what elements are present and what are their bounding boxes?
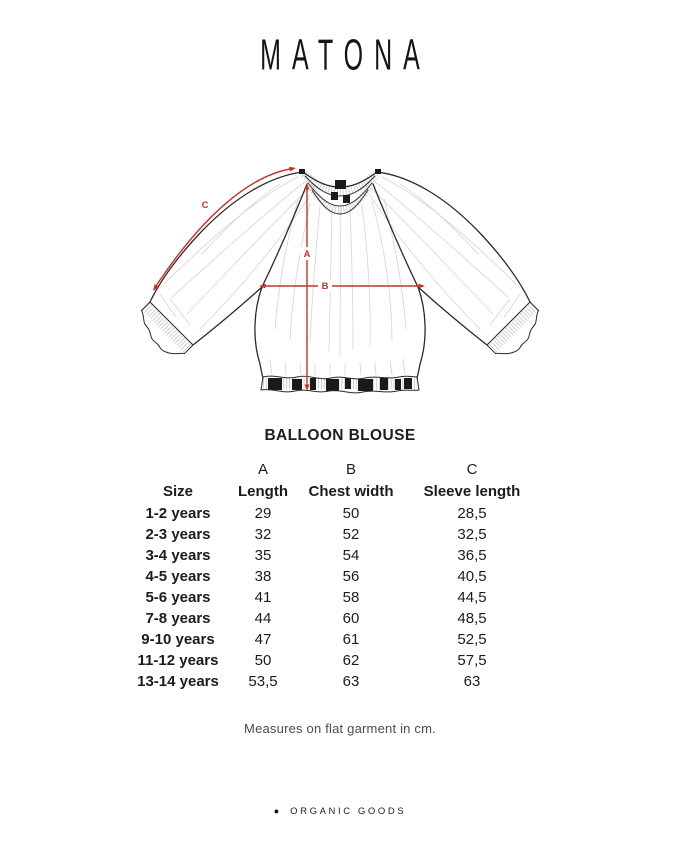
body-gather-lines [275,199,406,355]
right-cuff-ribbing [491,306,534,349]
col-letter-c: C [466,461,478,478]
size-row [118,608,530,629]
length-cell: 50 [254,652,272,669]
sleeve-cell: 57,5 [457,652,487,669]
garment-diagram [140,158,540,410]
hem-gather-ticks [270,359,405,375]
header-row [118,481,530,503]
chest-cell: 61 [342,631,360,648]
length-cell: 35 [254,547,272,564]
size-row [118,587,530,608]
size-cell: 2-3 years [145,526,211,543]
size-cell: 3-4 years [145,547,211,564]
col-header-size: Size [162,483,193,500]
brand-logo-wrap [0,30,680,82]
length-cell: 53,5 [248,673,278,690]
sleeve-length-label: C [201,200,209,211]
size-row [118,545,530,566]
sleeve-cell: 63 [463,673,481,690]
brand-logo: MATONA [260,30,431,80]
length-cell: 29 [254,505,272,522]
sleeve-cell: 48,5 [457,610,487,627]
size-row [118,671,530,692]
footer [0,806,680,817]
sleeve-cell: 36,5 [457,547,487,564]
footer-label: ORGANIC GOODS [290,806,407,817]
sleeve-cell: 44,5 [457,589,487,606]
chest-cell: 56 [342,568,360,585]
measure-arrow-length-a [300,183,314,391]
chest-cell: 62 [342,652,360,669]
col-header-sleeve: Sleeve length [423,483,521,500]
size-row [118,503,530,524]
chest-width-label: B [321,281,329,292]
left-cuff-ribbing [146,306,189,349]
col-header-chest: Chest width [308,483,394,500]
size-cell: 5-6 years [145,589,211,606]
chest-cell: 50 [342,505,360,522]
size-table [118,459,530,692]
chest-cell: 63 [342,673,360,690]
chest-cell: 58 [342,589,360,606]
sleeve-cell: 52,5 [457,631,487,648]
sleeve-cell: 40,5 [457,568,487,585]
size-cell: 7-8 years [145,610,211,627]
length-label: A [303,249,311,260]
length-cell: 41 [254,589,272,606]
length-cell: 44 [254,610,272,627]
chest-cell: 54 [342,547,360,564]
size-cell: 13-14 years [137,673,219,690]
chest-cell: 52 [342,526,360,543]
col-letter-a: A [257,461,268,478]
product-title: BALLOON BLOUSE [264,427,416,444]
col-letter-b: B [345,461,356,478]
chest-cell: 60 [342,610,360,627]
length-cell: 32 [254,526,272,543]
length-cell: 47 [254,631,272,648]
size-row [118,650,530,671]
size-row [118,629,530,650]
size-cell: 4-5 years [145,568,211,585]
measure-letter-row [118,459,530,481]
size-row [118,566,530,587]
sleeve-cell: 32,5 [457,526,487,543]
sleeve-cell: 28,5 [457,505,487,522]
hem-ribbing [263,383,417,384]
size-cell: 9-10 years [141,631,215,648]
size-cell: 1-2 years [145,505,211,522]
col-header-length: Length [238,483,288,500]
length-cell: 38 [254,568,272,585]
bullet-icon: ● [273,806,280,816]
size-row [118,524,530,545]
measurement-note: Measures on flat garment in cm. [244,721,436,736]
size-cell: 11-12 years [137,652,219,669]
